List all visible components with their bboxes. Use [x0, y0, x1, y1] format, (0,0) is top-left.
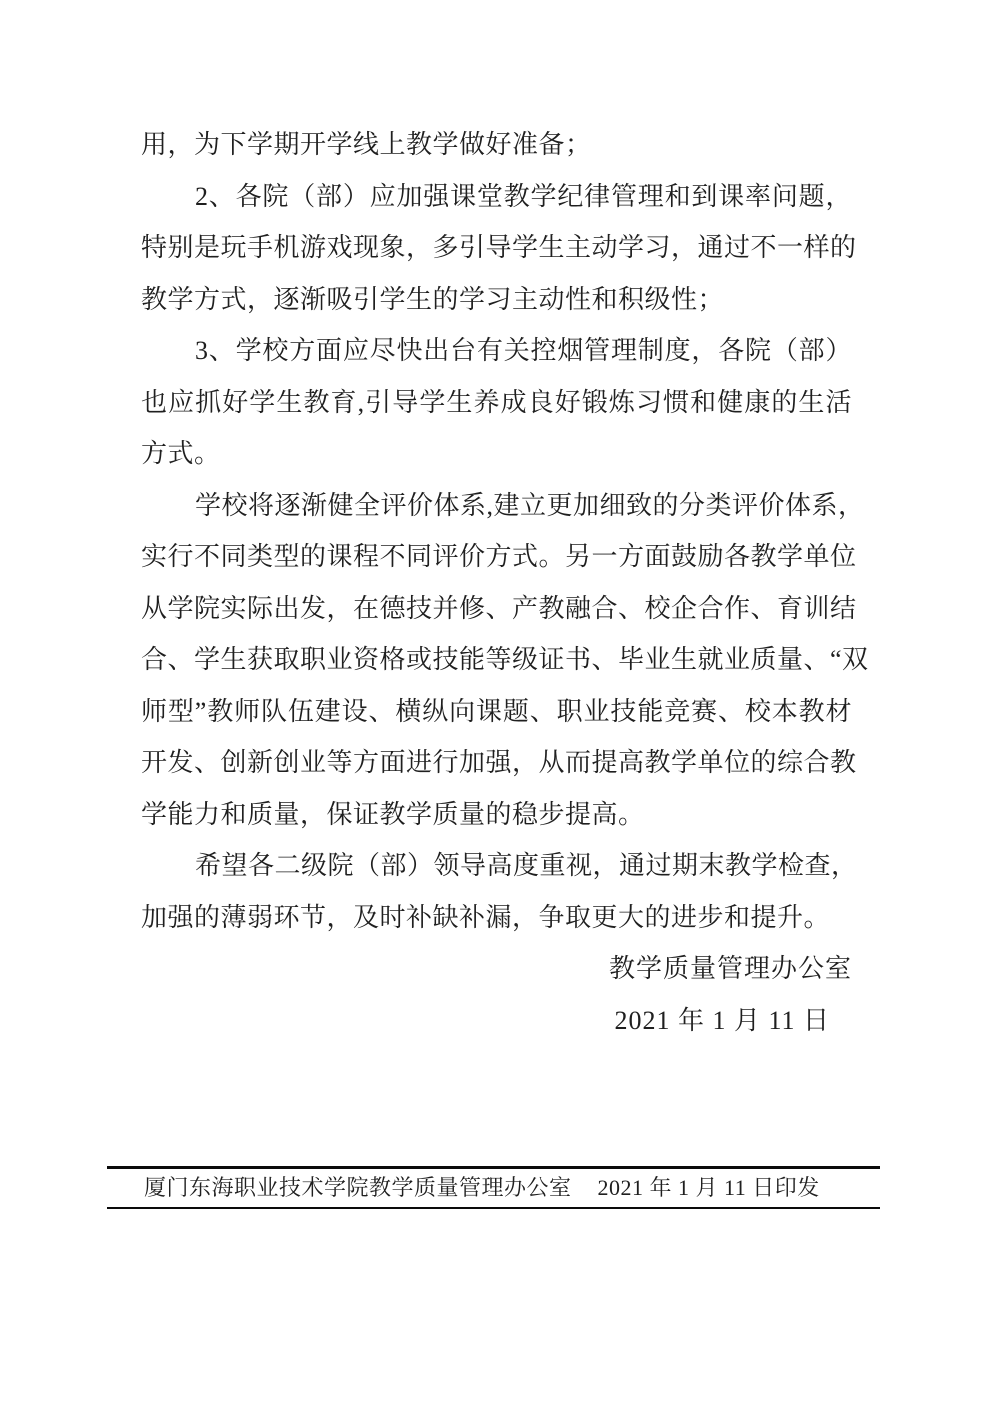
paragraph — [141, 840, 858, 943]
text-line: 学校将逐渐健全评价体系,建立更加细致的分类评价体系， — [195, 490, 865, 520]
paragraph — [141, 325, 852, 480]
text-line: 教学方式，逐渐吸引学生的学习主动性和积级性； — [141, 284, 725, 314]
text-line: 3、学校方面应尽快出台有关控烟管理制度，各院（部） — [195, 336, 852, 365]
text-line: 用，为下学期开学线上教学做好准备； — [141, 130, 592, 159]
paragraph — [141, 480, 869, 841]
text-line: 从学院实际出发，在德技并修、产教融合、校企合作、育训结 — [141, 593, 857, 623]
text-line: 加强的薄弱环节，及时补缺补漏，争取更大的进步和提升。 — [141, 902, 831, 932]
paragraph — [141, 119, 852, 171]
text-line: 也应抓好学生教育,引导学生养成良好锻炼习惯和健康的生活 — [141, 387, 852, 417]
footer-imprint-text — [107, 1169, 880, 1207]
footer-issuer: 厦门东海职业技术学院教学质量管理办公室 — [144, 1175, 572, 1200]
text-line: 实行不同类型的课程不同评价方式。另一方面鼓励各教学单位 — [141, 542, 857, 571]
text-line: 学能力和质量，保证教学质量的稳步提高。 — [141, 799, 645, 829]
text-line: 开发、创新创业等方面进行加强，从而提高教学单位的综合教 — [141, 748, 857, 777]
text-line: 希望各二级院（部）领导高度重视，通过期末教学检查， — [195, 851, 858, 880]
text-line: 特别是玩手机游戏现象，多引导学生主动学习，通过不一样的 — [141, 233, 857, 262]
text-line: 方式。 — [141, 439, 221, 468]
text-line: 师型”教师队伍建设、横纵向课题、职业技能竞赛、校本教材 — [141, 696, 852, 726]
footer-bottom-rule — [107, 1207, 880, 1209]
text-line: 合、学生获取职业资格或技能等级证书、毕业生就业质量、“双 — [141, 645, 869, 674]
text-line: 2、各院（部）应加强课堂教学纪律管理和到课率问题， — [195, 181, 852, 211]
signature-date: 2021 年 1 月 11 日 — [614, 1005, 830, 1035]
footer-imprint — [107, 1166, 880, 1209]
paragraph — [141, 171, 857, 326]
footer-issue-date: 2021 年 1 月 11 日印发 — [597, 1175, 820, 1200]
document-body — [141, 119, 869, 1046]
signature-office: 教学质量管理办公室 — [608, 954, 852, 983]
